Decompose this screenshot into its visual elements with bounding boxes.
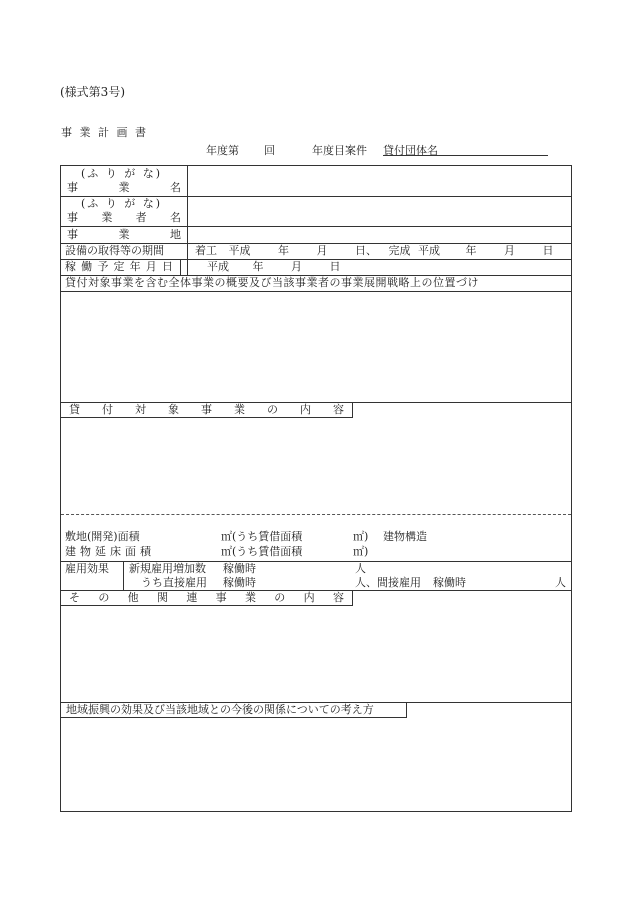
document-title: 事 業 計 画 書 — [61, 126, 148, 139]
site-area-unit: ㎡(うち賃借面積 — [221, 530, 303, 543]
project-name-field[interactable] — [188, 166, 572, 196]
related-projects-heading: そ の 他 関 連 事 業 の 内 容 — [61, 590, 353, 606]
indirect-hires-operating: 稼働時 — [433, 576, 466, 589]
new-hires-label: 新規雇用増加数 — [129, 562, 206, 575]
case-label: 年度目案件 — [312, 144, 367, 157]
floor-area-unit: ㎡(うち賃借面積 — [221, 545, 303, 558]
org-label: 貸付団体名 — [383, 144, 438, 157]
loan-content-heading: 貸 付 対 象 事 業 の 内 容 — [61, 402, 353, 418]
indirect-hires-label: 人、間接雇用 — [355, 576, 421, 589]
operation-date-label: 稼 働 予 定 年 月 日 — [65, 260, 173, 273]
site-area-label: 敷地(開発)面積 — [65, 530, 140, 543]
indirect-hires-people: 人 — [555, 576, 566, 589]
overview-field[interactable] — [61, 292, 571, 402]
operation-date-value[interactable]: 平成 年 月 日 — [207, 260, 341, 273]
employment-label: 雇用効果 — [65, 562, 109, 575]
project-name-label: 事 業 名 — [67, 181, 181, 194]
regional-impact-heading: 地域振興の効果及び当該地域との今後の関係についての考え方 — [61, 702, 407, 718]
related-projects-field[interactable] — [61, 607, 571, 701]
site-area-lease-unit: ㎡) — [353, 530, 369, 543]
direct-hires-operating: 稼働時 — [223, 576, 256, 589]
loan-content-field[interactable] — [61, 419, 571, 513]
operator-name-field[interactable] — [188, 196, 572, 226]
floor-area-label: 建 物 延 床 面 積 — [65, 545, 151, 558]
facility-period-label: 設備の取得等の期間 — [65, 244, 164, 257]
new-hires-people: 人 — [355, 562, 366, 575]
operator-name-label: 事 業 者 名 — [67, 211, 181, 224]
regional-impact-field[interactable] — [61, 719, 571, 811]
direct-hires-label: うち直接雇用 — [141, 576, 207, 589]
furigana-label-2: (ふ り が な) — [81, 197, 163, 210]
year-label: 年度第 — [206, 144, 239, 157]
form-number: (様式第3号) — [60, 85, 125, 99]
floor-area-lease-unit: ㎡) — [353, 545, 369, 558]
business-plan-form — [60, 165, 572, 812]
new-hires-operating: 稼働時 — [223, 562, 256, 575]
structure-label: 建物構造 — [383, 530, 427, 543]
location-field[interactable] — [188, 226, 572, 243]
round-label: 回 — [264, 144, 275, 157]
furigana-label-1: (ふ り が な) — [81, 167, 163, 180]
facility-period-value[interactable]: 着工 平成 年 月 日、 完成 平成 年 月 日 — [195, 244, 554, 257]
location-label: 事 業 地 — [67, 228, 181, 241]
org-name-field[interactable] — [383, 155, 548, 156]
overview-heading: 貸付対象事業を含む全体事業の概要及び当該事業者の事業展開戦略上の位置づけ — [65, 276, 479, 289]
